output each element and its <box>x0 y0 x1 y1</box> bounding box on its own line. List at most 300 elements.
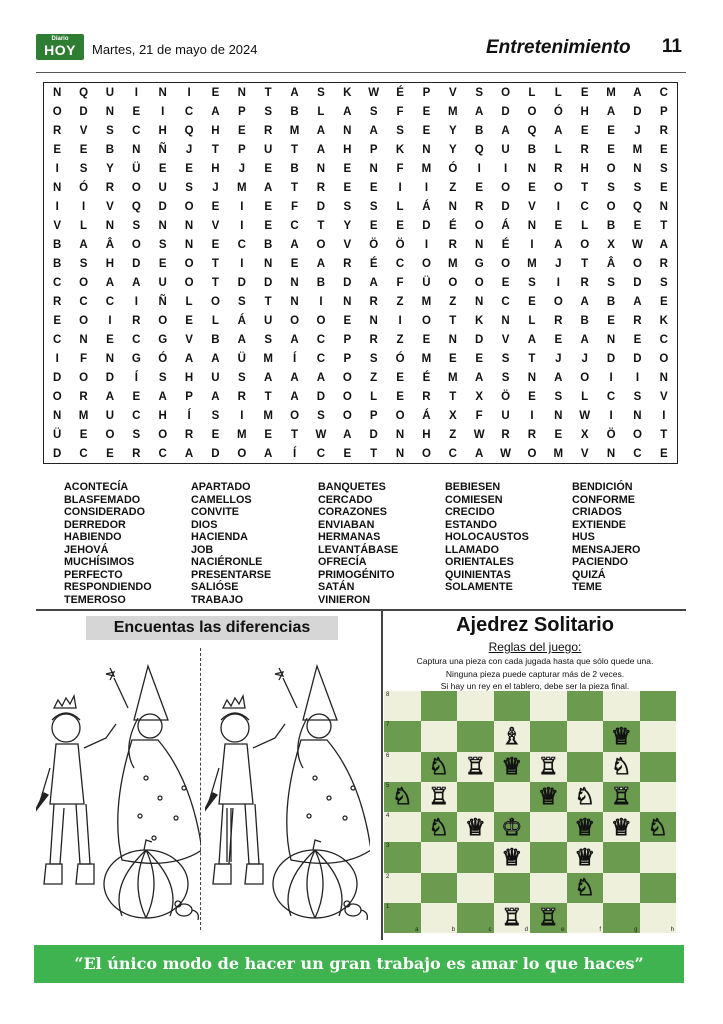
quote-banner: “El único modo de hacer un gran trabajo es amar lo que haces” <box>34 945 684 983</box>
chess-piece-icon: ♕ <box>537 783 559 810</box>
grid-letter: H <box>158 409 167 422</box>
grid-letter: K <box>395 143 405 156</box>
grid-letter: S <box>237 371 246 384</box>
grid-letter: E <box>422 333 431 346</box>
grid-letter: R <box>527 428 537 441</box>
chess-title: Ajedrez Solitario <box>456 614 614 636</box>
grid-letter: M <box>421 162 432 175</box>
grid-letter: S <box>185 181 193 194</box>
newspaper-logo <box>36 34 84 60</box>
grid-letter: L <box>80 219 88 232</box>
grid-letter: Ó <box>79 181 89 194</box>
grid-letter: A <box>369 276 378 289</box>
chess-square <box>421 842 458 872</box>
grid-letter: O <box>474 219 484 232</box>
grid-letter: T <box>449 314 457 327</box>
grid-letter: O <box>79 276 89 289</box>
chess-square <box>457 873 494 903</box>
grid-letter: Í <box>292 352 297 365</box>
grid-letter: N <box>105 219 115 232</box>
grid-letter: A <box>290 238 299 251</box>
grid-letter: S <box>158 371 167 384</box>
grid-letter: F <box>396 162 404 175</box>
grid-letter: R <box>422 390 431 403</box>
grid-letter: É <box>501 238 510 251</box>
grid-letter: X <box>607 238 615 251</box>
grid-letter: O <box>290 314 300 327</box>
grid-letter: E <box>607 314 615 327</box>
grid-letter: O <box>527 447 537 460</box>
word-list-item: JOB <box>191 543 214 556</box>
chess-square <box>640 721 677 751</box>
grid-letter: Q <box>131 200 141 213</box>
grid-letter: P <box>185 390 193 403</box>
grid-letter: A <box>659 238 668 251</box>
grid-letter: M <box>421 352 432 365</box>
grid-letter: R <box>448 238 457 251</box>
grid-letter: E <box>422 124 431 137</box>
grid-letter: C <box>79 447 88 460</box>
grid-letter: D <box>501 105 510 118</box>
grid-letter: E <box>369 181 378 194</box>
grid-letter: N <box>290 295 299 308</box>
grid-letter: O <box>395 409 405 422</box>
grid-letter: I <box>662 409 666 422</box>
grid-letter: T <box>211 257 219 270</box>
grid-letter: S <box>264 105 273 118</box>
grid-letter: N <box>659 200 668 213</box>
grid-letter: E <box>53 314 62 327</box>
grid-letter: E <box>211 86 220 99</box>
grid-letter: M <box>263 352 273 365</box>
chess-square <box>640 903 677 933</box>
grid-letter: O <box>290 409 300 422</box>
word-list-item: HERMANAS <box>318 531 381 543</box>
chess-piece-icon: ♖ <box>464 753 486 780</box>
grid-letter: D <box>316 200 326 213</box>
chess-piece-icon: ♘ <box>574 783 596 810</box>
grid-letter: D <box>606 352 616 365</box>
grid-letter: M <box>448 105 458 118</box>
grid-letter: C <box>290 219 299 232</box>
grid-letter: E <box>659 447 668 460</box>
chess-square <box>384 903 421 933</box>
grid-letter: I <box>609 409 613 422</box>
grid-letter: U <box>105 409 115 422</box>
word-list-item: SOLAMENTE <box>445 581 513 593</box>
chess-square <box>457 721 494 751</box>
grid-letter: N <box>53 86 62 99</box>
grid-letter: T <box>211 276 219 289</box>
grid-letter: K <box>659 314 668 327</box>
grid-letter: Ó <box>158 352 168 365</box>
grid-letter: Z <box>396 295 404 308</box>
grid-letter: M <box>78 409 89 422</box>
grid-letter: S <box>396 124 404 137</box>
grid-letter: N <box>158 219 167 232</box>
grid-letter: O <box>421 257 431 270</box>
grid-letter: N <box>343 295 352 308</box>
grid-letter: N <box>527 162 537 175</box>
grid-letter: H <box>158 124 167 137</box>
file-label: e <box>561 927 565 933</box>
grid-letter: C <box>316 333 326 346</box>
word-list-item: SALIÓSE <box>191 581 239 593</box>
grid-letter: P <box>422 86 431 99</box>
grid-letter: D <box>369 428 378 441</box>
grid-letter: R <box>237 390 246 403</box>
grid-letter: O <box>342 390 352 403</box>
file-label: d <box>524 927 528 933</box>
grid-letter: N <box>633 409 642 422</box>
chess-square <box>384 812 421 842</box>
grid-letter: I <box>240 409 244 422</box>
grid-letter: O <box>632 257 642 270</box>
grid-letter: E <box>79 143 88 156</box>
grid-letter: É <box>369 257 378 270</box>
grid-letter: A <box>264 447 273 460</box>
grid-letter: T <box>581 181 589 194</box>
chess-square <box>530 873 567 903</box>
grid-letter: I <box>635 371 640 384</box>
word-list-item: PRIMOGÉNITO <box>318 568 395 581</box>
grid-letter: A <box>316 371 326 384</box>
grid-letter: X <box>475 390 484 403</box>
grid-letter: A <box>369 124 378 137</box>
grid-letter: Ó <box>553 105 563 118</box>
grid-letter: Ñ <box>158 143 167 156</box>
grid-letter: O <box>501 257 511 270</box>
chess-piece-icon: ♔ <box>501 813 523 840</box>
grid-letter: C <box>132 409 141 422</box>
grid-letter: I <box>556 200 560 213</box>
grid-letter: E <box>106 333 114 346</box>
grid-letter: C <box>316 447 326 460</box>
grid-letter: S <box>132 428 141 441</box>
grid-letter: M <box>632 143 643 156</box>
grid-letter: C <box>659 333 668 346</box>
grid-letter: E <box>554 219 563 232</box>
grid-letter: O <box>184 257 194 270</box>
chess-square <box>567 752 604 782</box>
grid-letter: E <box>633 333 642 346</box>
grid-letter: O <box>52 105 62 118</box>
grid-letter: E <box>211 428 220 441</box>
chess-square <box>530 842 567 872</box>
word-list-item: QUIZÁ <box>572 568 606 581</box>
grid-letter: C <box>53 333 62 346</box>
chess-square <box>457 752 494 782</box>
file-label: f <box>599 927 601 933</box>
grid-letter: S <box>528 276 536 289</box>
grid-letter: O <box>316 314 326 327</box>
grid-letter: R <box>659 124 668 137</box>
prince-figure-right <box>205 696 285 884</box>
grid-letter: E <box>475 352 484 365</box>
grid-letter: G <box>474 257 484 270</box>
chess-square <box>494 903 531 933</box>
word-list-item: JEHOVÁ <box>64 543 109 556</box>
grid-letter: O <box>184 200 194 213</box>
grid-letter: O <box>210 295 220 308</box>
grid-letter: U <box>501 143 510 156</box>
grid-letter: E <box>580 86 589 99</box>
grid-letter: I <box>319 295 323 308</box>
grid-letter: E <box>607 124 615 137</box>
grid-letter: I <box>240 219 244 232</box>
grid-letter: B <box>264 238 273 251</box>
grid-letter: N <box>395 447 405 460</box>
grid-letter: A <box>290 390 299 403</box>
grid-letter: A <box>316 143 326 156</box>
grid-letter: S <box>106 124 114 137</box>
grid-letter: V <box>185 333 193 346</box>
grid-letter: W <box>368 86 380 99</box>
grid-letter: R <box>343 257 352 270</box>
word-list-item: PERFECTO <box>64 568 123 581</box>
word-list-item: CRECIDO <box>445 506 495 518</box>
grid-letter: I <box>55 200 59 213</box>
grid-letter: O <box>79 314 89 327</box>
word-list-item: LLAMADO <box>445 543 499 556</box>
chess-square <box>421 812 458 842</box>
chess-piece-icon: ♕ <box>610 722 632 749</box>
chess-square <box>530 782 567 812</box>
issue-date: Martes, 21 de mayo de 2024 <box>92 42 258 57</box>
grid-letter: S <box>317 409 325 422</box>
chess-square <box>384 782 421 812</box>
grid-letter: A <box>290 86 299 99</box>
differences-image-right <box>205 648 370 928</box>
grid-letter: L <box>211 314 219 327</box>
grid-letter: S <box>79 257 88 270</box>
grid-letter: Y <box>448 143 457 156</box>
grid-letter: O <box>131 181 141 194</box>
grid-letter: O <box>553 295 563 308</box>
chess-piece-icon: ♕ <box>610 813 632 840</box>
chess-piece-icon: ♖ <box>501 904 523 931</box>
rank-label: 4 <box>386 813 390 819</box>
grid-letter: I <box>55 352 59 365</box>
chess-square <box>640 842 677 872</box>
grid-letter: X <box>580 428 589 441</box>
grid-letter: T <box>370 447 378 460</box>
grid-letter: Â <box>105 238 115 251</box>
grid-letter: S <box>659 276 668 289</box>
grid-letter: E <box>237 124 246 137</box>
grid-letter: I <box>134 86 138 99</box>
grid-letter: O <box>632 428 642 441</box>
chess-square <box>567 842 604 872</box>
chess-piece-icon: ♕ <box>501 753 523 780</box>
grid-letter: T <box>528 352 536 365</box>
grid-letter: C <box>316 352 326 365</box>
grid-letter: H <box>211 162 220 175</box>
grid-letter: O <box>606 162 616 175</box>
chess-square <box>421 752 458 782</box>
grid-letter: E <box>79 428 88 441</box>
grid-letter: Y <box>106 162 114 175</box>
grid-letter: Ö <box>395 238 405 251</box>
grid-letter: T <box>291 428 299 441</box>
grid-letter: A <box>105 276 115 289</box>
grid-letter: T <box>211 143 219 156</box>
file-label: c <box>488 927 492 933</box>
grid-letter: M <box>448 257 458 270</box>
word-list-item: CAMELLOS <box>191 493 252 506</box>
chess-rule-1: Captura una pieza con cada jugada hasta que sólo quede una. <box>416 656 654 666</box>
grid-letter: D <box>316 390 326 403</box>
page-header <box>36 34 686 74</box>
grid-letter: P <box>237 105 246 118</box>
chess-piece-icon: ♖ <box>537 904 559 931</box>
grid-letter: G <box>131 352 141 365</box>
grid-letter: Á <box>422 409 431 422</box>
grid-letter: O <box>131 238 141 251</box>
grid-letter: I <box>398 314 402 327</box>
chess-square <box>603 782 640 812</box>
grid-letter: O <box>527 105 537 118</box>
grid-letter: E <box>396 219 404 232</box>
word-list-item: ESTANDO <box>445 518 497 531</box>
file-label: h <box>670 927 674 933</box>
grid-letter: Ü <box>132 162 141 175</box>
rank-label: 6 <box>386 752 390 759</box>
grid-letter: V <box>79 124 88 137</box>
grid-letter: T <box>660 219 668 232</box>
grid-letter: L <box>370 390 378 403</box>
grid-letter: A <box>475 447 484 460</box>
grid-letter: F <box>396 276 404 289</box>
grid-letter: N <box>395 428 405 441</box>
grid-letter: A <box>184 352 194 365</box>
grid-letter: A <box>132 276 141 289</box>
file-label: b <box>451 927 455 933</box>
grid-letter: S <box>369 200 378 213</box>
chess-square <box>530 903 567 933</box>
grid-letter: D <box>501 200 510 213</box>
grid-letter: E <box>53 143 62 156</box>
grid-letter: L <box>528 86 536 99</box>
grid-letter: C <box>633 447 642 460</box>
chess-piece-icon: ♗ <box>501 722 523 749</box>
grid-letter: R <box>633 314 642 327</box>
grid-letter: L <box>528 314 536 327</box>
word-list-column <box>64 481 191 606</box>
chess-piece-icon: ♖ <box>610 783 632 810</box>
grid-letter: I <box>55 162 59 175</box>
grid-letter: O <box>606 200 616 213</box>
grid-letter: S <box>158 238 167 251</box>
grid-letter: Q <box>184 124 194 137</box>
grid-letter: Y <box>448 124 457 137</box>
chess-square <box>530 812 567 842</box>
word-list-item: HACIENDA <box>191 531 248 543</box>
grid-letter: H <box>184 371 194 384</box>
grid-letter: Í <box>187 409 191 422</box>
grid-letter: N <box>184 238 194 251</box>
grid-letter: O <box>501 86 511 99</box>
word-list-item: TEME <box>572 581 602 593</box>
grid-letter: S <box>237 295 246 308</box>
chess-piece-icon: ♕ <box>464 813 486 840</box>
chess-square <box>384 691 421 721</box>
grid-letter: N <box>475 295 484 308</box>
grid-letter: N <box>659 371 668 384</box>
grid-letter: E <box>132 390 141 403</box>
grid-letter: E <box>501 276 510 289</box>
word-list-item: MUCHÍSIMOS <box>64 556 135 568</box>
grid-letter: A <box>264 371 273 384</box>
grid-letter: B <box>53 257 62 270</box>
chess-rule-3: Si hay un rey en el tablero, debe ser la pieza final. <box>440 681 630 691</box>
word-list-item: COMIESEN <box>445 493 503 506</box>
grid-letter: O <box>342 371 352 384</box>
grid-letter: U <box>264 314 273 327</box>
grid-letter: O <box>421 447 431 460</box>
rank-label: 1 <box>386 903 390 910</box>
grid-letter: E <box>396 371 404 384</box>
grid-letter: Z <box>449 181 457 194</box>
grid-letter: Y <box>343 219 352 232</box>
grid-letter: E <box>343 181 352 194</box>
grid-letter: B <box>290 162 299 175</box>
grid-letter: S <box>317 86 325 99</box>
chess-square <box>530 752 567 782</box>
grid-letter: É <box>422 371 431 384</box>
grid-letter: S <box>369 352 378 365</box>
chess-square <box>640 873 677 903</box>
word-list-item: CORAZONES <box>318 506 387 518</box>
grid-letter: E <box>554 428 563 441</box>
chess-square <box>494 721 531 751</box>
grid-letter: O <box>184 276 194 289</box>
grid-letter: R <box>53 124 62 137</box>
chess-square <box>457 842 494 872</box>
grid-letter: L <box>581 219 589 232</box>
grid-letter: L <box>396 200 404 213</box>
grid-letter: A <box>475 105 484 118</box>
chess-square <box>457 691 494 721</box>
grid-letter: Ü <box>422 276 431 289</box>
word-list-item: BENDICIÓN <box>572 481 633 493</box>
grid-letter: S <box>501 352 510 365</box>
grid-letter: V <box>580 447 589 460</box>
grid-letter: M <box>553 447 564 460</box>
grid-letter: V <box>528 200 536 213</box>
grid-letter: J <box>212 181 219 194</box>
grid-letter: Ñ <box>158 295 167 308</box>
grid-letter: A <box>554 371 563 384</box>
grid-letter: F <box>475 409 483 422</box>
grid-letter: N <box>369 314 378 327</box>
word-list-item: QUINIENTAS <box>445 568 511 581</box>
grid-letter: R <box>580 143 589 156</box>
grid-letter: T <box>317 219 325 232</box>
grid-letter: I <box>134 295 138 308</box>
chess-square <box>421 782 458 812</box>
grid-letter: P <box>659 105 668 118</box>
word-list-item: HABIENDO <box>64 531 122 543</box>
grid-letter: U <box>501 409 510 422</box>
grid-letter: A <box>211 105 220 118</box>
grid-letter: U <box>264 143 273 156</box>
chess-square <box>494 842 531 872</box>
grid-letter: Q <box>632 200 642 213</box>
grid-letter: Q <box>474 143 484 156</box>
chess-piece-icon: ♕ <box>574 843 596 870</box>
grid-letter: P <box>237 143 246 156</box>
